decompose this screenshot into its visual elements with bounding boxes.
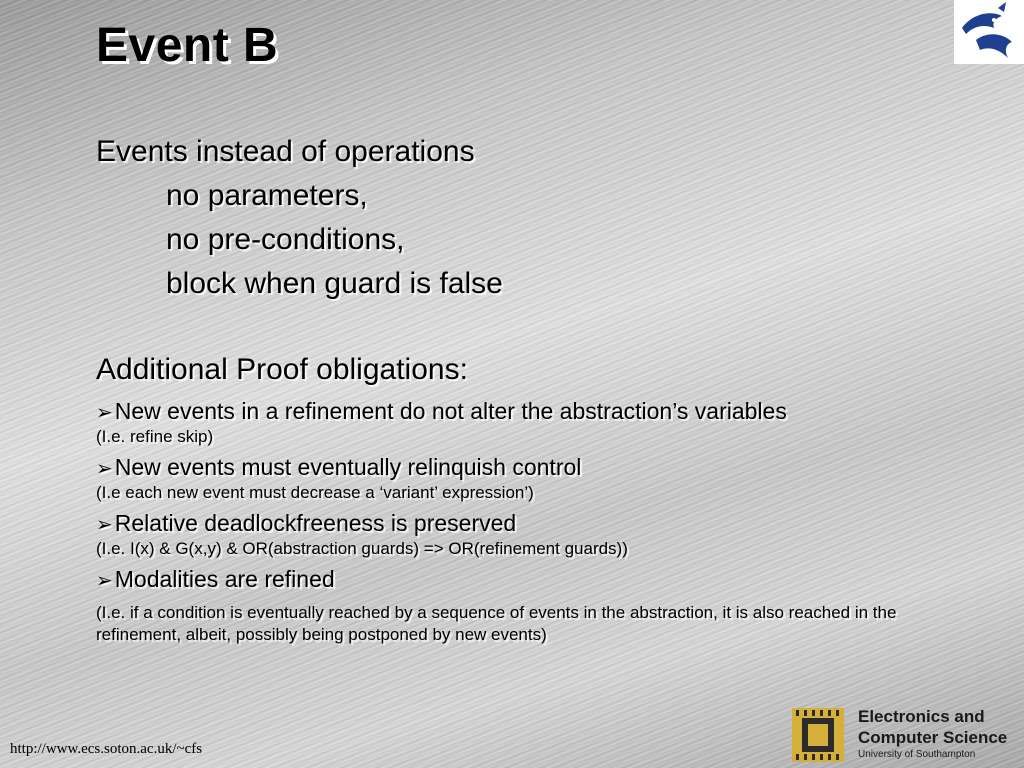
chip-icon bbox=[792, 708, 844, 762]
bullet-sub-text: (I.e. I(x) & G(x,y) & OR(abstraction guards) => OR(refinement guards)) bbox=[96, 539, 628, 558]
bullet-main-text: New events in a refinement do not alter the abstraction’s variables bbox=[114, 398, 787, 424]
org-name-line2: Computer Science bbox=[858, 728, 1008, 747]
arrow-bullet-icon: ➢ bbox=[96, 514, 113, 536]
bullet-item bbox=[96, 398, 976, 448]
bullet-item bbox=[96, 510, 976, 560]
slide-title: Event B bbox=[96, 19, 279, 72]
proof-heading: Additional Proof obligations: bbox=[96, 353, 468, 386]
event-point: no parameters, bbox=[166, 179, 368, 212]
bullet-sub-text: (I.e each new event must decrease a ‘variant’ expression’) bbox=[96, 483, 534, 502]
org-name-line1: Electronics and bbox=[858, 707, 985, 726]
bullet-item bbox=[96, 454, 976, 504]
arrow-bullet-icon: ➢ bbox=[96, 570, 113, 592]
events-heading: Events instead of operations bbox=[96, 135, 475, 168]
slide-body bbox=[96, 130, 976, 646]
bullet-main-text: Relative deadlockfreeness is preserved bbox=[114, 510, 517, 536]
event-point: no pre-conditions, bbox=[166, 223, 405, 256]
dolphin-logo-icon bbox=[954, 0, 1024, 64]
org-university: University of Southampton bbox=[858, 749, 976, 760]
bullet-main-text: New events must eventually relinquish control bbox=[114, 454, 582, 480]
arrow-bullet-icon: ➢ bbox=[96, 402, 113, 424]
bullet-sub-text: (I.e. if a condition is eventually reached by a sequence of events in the abstraction, it is also reached in the refinement, albeit, possibly being postponed by new events) bbox=[96, 603, 897, 644]
footer-url[interactable]: http://www.ecs.soton.ac.uk/~cfs bbox=[10, 741, 203, 757]
bullet-sub-text: (I.e. refine skip) bbox=[96, 427, 214, 446]
bullet-item bbox=[96, 566, 976, 646]
bullet-main-text: Modalities are refined bbox=[114, 566, 335, 592]
ecs-logo bbox=[792, 706, 1024, 764]
arrow-bullet-icon: ➢ bbox=[96, 458, 113, 480]
event-point: block when guard is false bbox=[166, 267, 503, 300]
